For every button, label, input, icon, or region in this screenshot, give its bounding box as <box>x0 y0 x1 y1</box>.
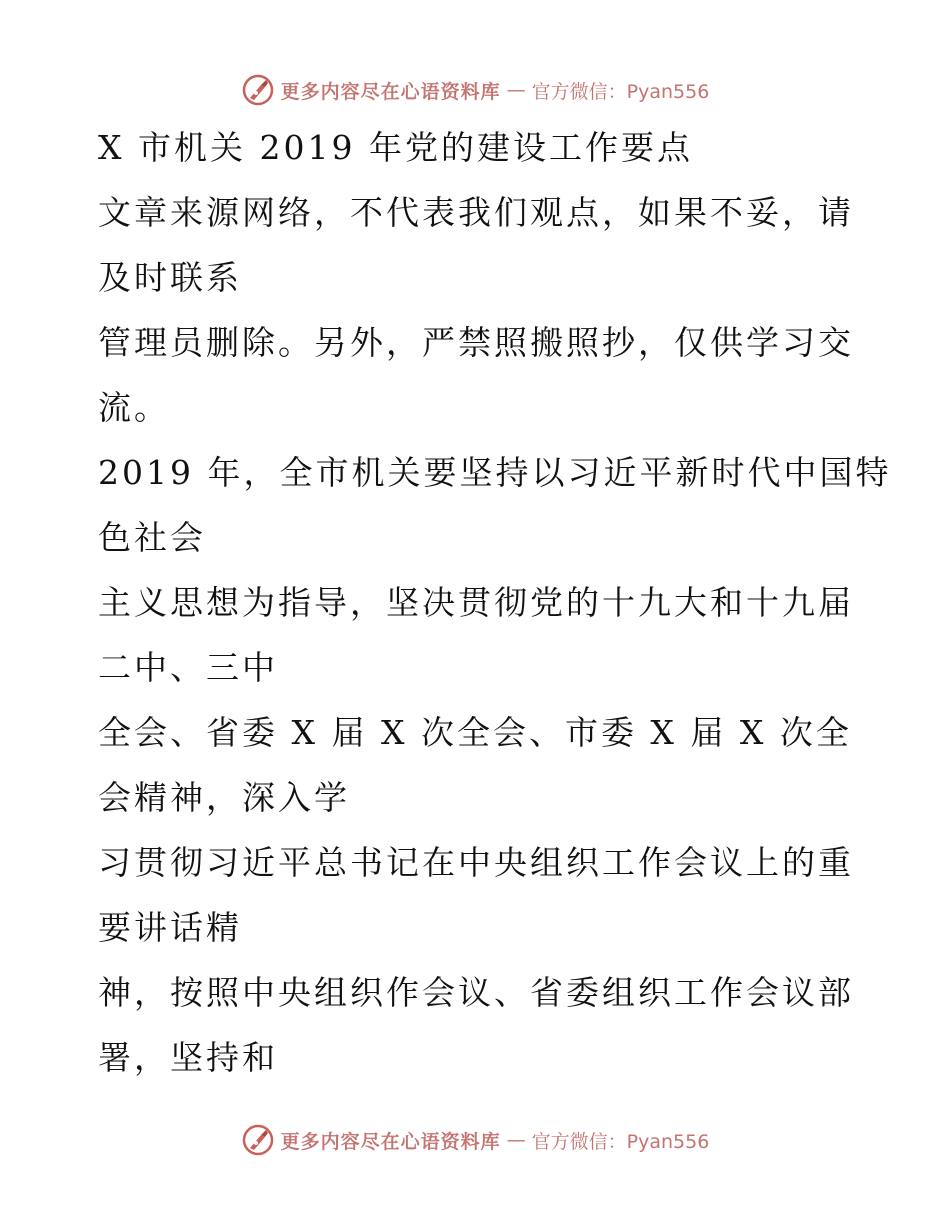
text-line: 二中、三中 <box>98 648 278 687</box>
text-line: 文章来源网络，不代表我们观点，如果不妥，请 <box>98 193 854 232</box>
text-line: 署，坚持和 <box>98 1038 278 1077</box>
text-line: 神，按照中央组织作会议、省委组织工作会议部 <box>98 973 854 1012</box>
text-line: 要讲话精 <box>98 908 242 947</box>
document-title: X 市机关 2019 年党的建设工作要点 <box>98 128 693 167</box>
text-line: 2019 年，全市机关要坚持以习近平新时代中国特 <box>98 453 892 492</box>
text-line: 习贯彻习近平总书记在中央组织工作会议上的重 <box>98 843 854 882</box>
text-line: 及时联系 <box>98 258 242 297</box>
pen-logo-icon <box>241 73 275 107</box>
watermark-footer <box>0 1120 950 1160</box>
watermark-contact-text: 官方微信：Pyan556 <box>531 80 710 103</box>
watermark-separator: — <box>506 79 526 101</box>
watermark-main-text: 更多内容尽在心语资料库 <box>280 80 501 103</box>
text-line: 主义思想为指导，坚决贯彻党的十九大和十九届 <box>98 583 854 622</box>
text-line: 色社会 <box>98 518 206 557</box>
pen-logo-icon <box>241 1123 275 1157</box>
watermark-main-text: 更多内容尽在心语资料库 <box>280 1130 501 1153</box>
text-line: 管理员删除。另外，严禁照搬照抄，仅供学习交 <box>98 323 854 362</box>
watermark-contact-text: 官方微信：Pyan556 <box>531 1130 710 1153</box>
text-line: 流。 <box>98 388 170 427</box>
text-line: 全会、省委 X 届 X 次全会、市委 X 届 X 次全 <box>98 713 852 752</box>
document-body <box>98 115 892 1090</box>
watermark-separator: — <box>506 1129 526 1151</box>
watermark-header <box>0 70 950 110</box>
text-line: 会精神，深入学 <box>98 778 350 817</box>
